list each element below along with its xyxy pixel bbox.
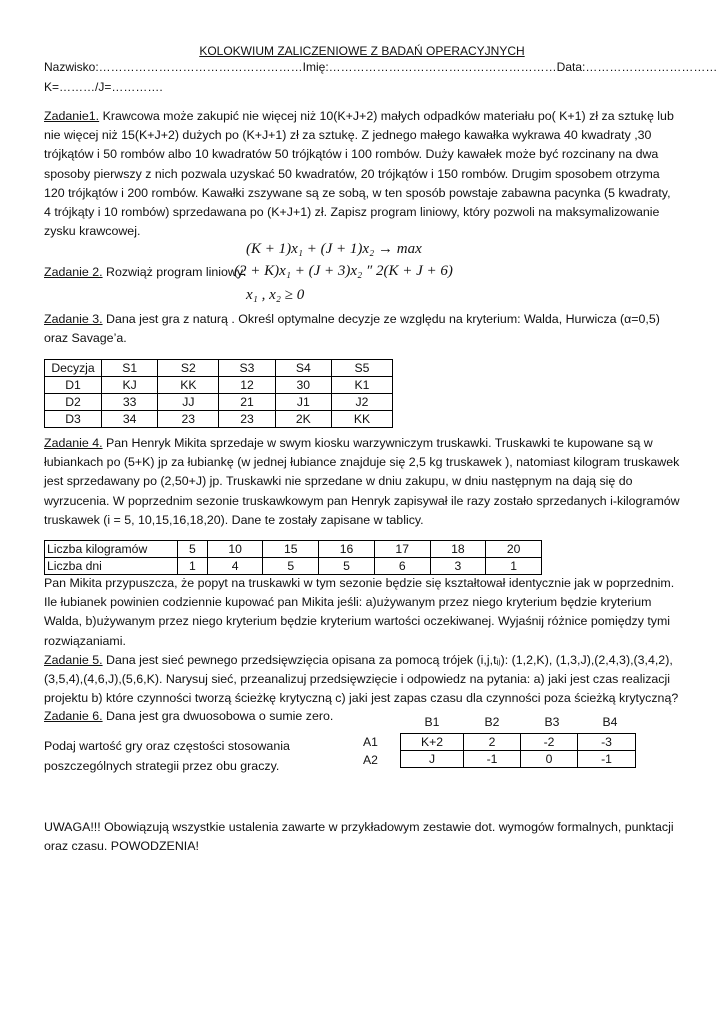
game-col-header: B3 bbox=[544, 715, 560, 729]
table-cell: 10 bbox=[207, 541, 263, 558]
table-cell: 17 bbox=[374, 541, 430, 558]
table-row bbox=[45, 411, 393, 428]
task-4-text: Pan Henryk Mikita sprzedaje w swym kiosku warzywniczym truskawki. Truskawki te kupowane są w łubiankach po (5+K) jp za łubiankę (w jednej łubiance znajduje się 2,5 kg truskawek ), natomiast kilogram truskawek jest sprzedawany po (2,50+J) jp. Truskawki nie sprzedane w dniu zakupu, w dniu następnym na dają się do wyrzucenia. W poprzednim sezonie truskawkowym pan Henryk zapisywał ile razy zostało sprzedanych i-kilogramów truskawek (i = 5, 10,15,16,18,20). Dane te zostały zapisane w tablicy. bbox=[44, 436, 680, 527]
student-info-line: Nazwisko:……………………………………………Imię:…………………………………………………Data:…………………………… bbox=[44, 60, 718, 74]
table-row bbox=[401, 751, 636, 768]
table-cell: J bbox=[401, 751, 464, 768]
table-cell: -3 bbox=[578, 734, 636, 751]
table-cell: J2 bbox=[331, 394, 392, 411]
task-2-text: Rozwiąż program liniowy: bbox=[102, 265, 247, 279]
task-5-text: Dana jest sieć pewnego przedsięwzięcia opisana za pomocą trójek (i,j,tᵢⱼ): (1,2,K), (1,3,J),(2,4,3),(3,4,2),(3,5,4),(4,6,J),(5,6,K). Narysuj sieć, przeanalizuj przedsięwzięcie i odpowiedz na pytania: a) jaki jest czas realizacji projektu b) które czynności tworzą ścieżkę krytyczną c) jaki jest zapas czasu dla czynności poza ścieżką krytyczną? bbox=[44, 653, 679, 706]
task-4-label: Zadanie 4. bbox=[44, 436, 103, 450]
table-row bbox=[45, 377, 393, 394]
task-1 bbox=[44, 107, 680, 241]
footer-note: UWAGA!!! Obowiązują wszystkie ustalenia zawarte w przykładowym zestawie dot. wymogów formalnych, punktacji oraz czasu. POWODZENIA! bbox=[44, 820, 674, 854]
game-col-header: B2 bbox=[484, 715, 500, 729]
table-cell: 23 bbox=[219, 411, 275, 428]
table-cell: KK bbox=[158, 377, 219, 394]
table-cell: 12 bbox=[219, 377, 275, 394]
lp-nonnegativity: x₁ , x₂ ≥ 0 bbox=[246, 287, 305, 303]
kj-values-line: K=………/J=…………. bbox=[44, 80, 163, 94]
table-cell: -1 bbox=[578, 751, 636, 768]
table-header: S1 bbox=[102, 360, 158, 377]
table-cell: KJ bbox=[102, 377, 158, 394]
table-header-row bbox=[45, 360, 393, 377]
game-col-header: B4 bbox=[602, 715, 618, 729]
table-cell: 5 bbox=[178, 541, 208, 558]
table-cell: 3 bbox=[430, 558, 486, 575]
table-header: S5 bbox=[331, 360, 392, 377]
table-row bbox=[45, 541, 542, 558]
table-cell: 2 bbox=[464, 734, 521, 751]
task-1-label: Zadanie1. bbox=[44, 109, 100, 123]
table-cell: J1 bbox=[275, 394, 331, 411]
table-cell: D1 bbox=[45, 377, 102, 394]
table-cell: -2 bbox=[521, 734, 578, 751]
table-cell: 34 bbox=[102, 411, 158, 428]
page-title: KOLOKWIUM ZALICZENIOWE Z BADAŃ OPERACYJNYCH bbox=[199, 44, 525, 58]
table-cell: K+2 bbox=[401, 734, 464, 751]
nature-game-table bbox=[44, 359, 393, 428]
table-cell: JJ bbox=[158, 394, 219, 411]
zero-sum-game-table bbox=[400, 733, 636, 768]
table-header: S4 bbox=[275, 360, 331, 377]
table-cell: 4 bbox=[207, 558, 263, 575]
table-row-label: Liczba kilogramów bbox=[45, 541, 178, 558]
task-6 bbox=[44, 707, 333, 726]
task-6-text: Dana jest gra dwuosobowa o sumie zero. bbox=[102, 709, 334, 723]
game-col-header: B1 bbox=[424, 715, 440, 729]
task-6-label: Zadanie 6. bbox=[44, 709, 103, 723]
table-cell: 21 bbox=[219, 394, 275, 411]
table-cell: 1 bbox=[486, 558, 542, 575]
table-header: S3 bbox=[219, 360, 275, 377]
table-cell: 20 bbox=[486, 541, 542, 558]
table-cell: 5 bbox=[263, 558, 319, 575]
task-2 bbox=[44, 263, 246, 282]
table-header: S2 bbox=[158, 360, 219, 377]
lp-constraint: (2 + K)x₁ + (J + 3)x₂ ″ 2(K + J + 6) bbox=[234, 263, 453, 279]
table-cell: 1 bbox=[178, 558, 208, 575]
task-3-text: Dana jest gra z naturą . Określ optymalne decyzje ze względu na kryterium: Walda, Hurwicza (α=0,5) oraz Savage’a. bbox=[44, 312, 660, 346]
task-1-text: Krawcowa może zakupić nie więcej niż 10(K+J+2) małych odpadków materiału po( K+1) zł za sztukę lub nie więcej niż 15(K+J+2) dużych po (K+J+1) zł za sztukę. Z jednego małego kawałka wykrawa 40 kwadraty ,30 trójkątów i 50 rombów albo 10 kwadratów 50 trójkątów i 100 rombów. Duży kawałek może być rozcinany na dwa sposoby pierwszy z nich pozwala uzyskać 50 kwadratów, 20 trójkątów i 150 rombów. Drugim sposobem otrzyma 120 trójkątów i 200 rombów. Kawałki zszywane są ze sobą, w ten sposób powstaje zabawna pacynka (5 kwadraty, 4 trójkąty i 10 rombów) sprzedawana po (K+J+1) zł. Zapisz program liniowy, który pozwoli na maksymalizowanie zysku krawcowej. bbox=[44, 109, 674, 239]
task-4-questions: Pan Mikita przypuszcza, że popyt na truskawki w tym sezonie będzie się kształtował identycznie jak w poprzednim. Ile łubianek powinien codziennie kupować pan Mikita jeśli: a)używanym przez niego kryterium będzie kryterium Walda, b)używanym przez niego kryterium będzie kryterium wartości oczekiwanej. Wyjaśnij różnice pomiędzy tymi rozwiązaniami. bbox=[44, 576, 675, 648]
table-cell: -1 bbox=[464, 751, 521, 768]
task-5-label: Zadanie 5. bbox=[44, 653, 103, 667]
table-cell: D2 bbox=[45, 394, 102, 411]
table-cell: 6 bbox=[374, 558, 430, 575]
table-cell: KK bbox=[331, 411, 392, 428]
table-row-label: Liczba dni bbox=[45, 558, 178, 575]
game-row-label: A1 bbox=[363, 735, 378, 749]
lp-objective: (K + 1)x₁ + (J + 1)x₂ → max bbox=[246, 241, 422, 257]
table-row bbox=[45, 394, 393, 411]
task-4 bbox=[44, 434, 680, 530]
task-3 bbox=[44, 310, 680, 348]
sales-history-table bbox=[44, 540, 542, 575]
table-cell: 30 bbox=[275, 377, 331, 394]
table-row bbox=[401, 734, 636, 751]
table-header: Decyzja bbox=[45, 360, 102, 377]
task-6-desc-1: Podaj wartość gry oraz częstości stosowania bbox=[44, 739, 290, 753]
table-cell: 15 bbox=[263, 541, 319, 558]
table-cell: K1 bbox=[331, 377, 392, 394]
game-row-label: A2 bbox=[363, 753, 378, 767]
task-6-desc-2: poszczególnych strategii przez obu graczy. bbox=[44, 759, 280, 773]
table-cell: 0 bbox=[521, 751, 578, 768]
table-cell: 2K bbox=[275, 411, 331, 428]
task-5 bbox=[44, 651, 680, 709]
table-cell: 23 bbox=[158, 411, 219, 428]
table-cell: 33 bbox=[102, 394, 158, 411]
task-2-label: Zadanie 2. bbox=[44, 265, 103, 279]
table-row bbox=[45, 558, 542, 575]
table-cell: 5 bbox=[319, 558, 375, 575]
table-cell: D3 bbox=[45, 411, 102, 428]
task-3-label: Zadanie 3. bbox=[44, 312, 103, 326]
table-cell: 16 bbox=[319, 541, 375, 558]
table-cell: 18 bbox=[430, 541, 486, 558]
